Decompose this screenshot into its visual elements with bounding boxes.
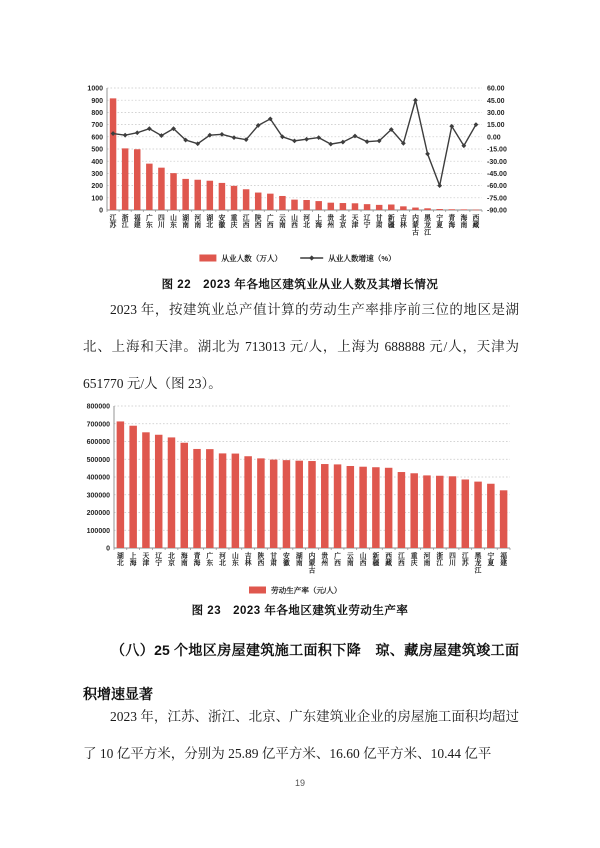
svg-text:海南: 海南 [460, 215, 468, 230]
svg-text:新疆: 新疆 [372, 553, 380, 568]
svg-text:吉林: 吉林 [399, 215, 407, 230]
svg-text:600000: 600000 [86, 439, 110, 447]
svg-text:1000: 1000 [87, 85, 103, 93]
svg-text:河南: 河南 [194, 215, 202, 230]
svg-text:内蒙古: 内蒙古 [412, 215, 419, 237]
svg-text:700: 700 [91, 122, 103, 130]
svg-text:-30.00: -30.00 [487, 158, 507, 166]
svg-text:60.00: 60.00 [487, 85, 505, 93]
svg-text:100000: 100000 [86, 527, 110, 535]
svg-text:四川: 四川 [449, 553, 456, 568]
svg-text:吉林: 吉林 [244, 553, 252, 568]
svg-text:800: 800 [91, 110, 103, 117]
svg-text:河北: 河北 [219, 553, 226, 568]
figure23-chart [60, 396, 536, 602]
svg-text:天津: 天津 [142, 553, 150, 568]
svg-text:福建: 福建 [133, 215, 141, 230]
svg-text:山西: 山西 [291, 215, 298, 230]
svg-text:安徽: 安徽 [218, 215, 226, 230]
svg-text:西藏: 西藏 [472, 215, 480, 230]
svg-text:-45.00: -45.00 [487, 171, 507, 178]
figure23-caption: 图 23 2023 年各地区建筑业劳动生产率 [191, 605, 409, 617]
svg-text:辽宁: 辽宁 [363, 215, 371, 230]
svg-text:600: 600 [91, 134, 103, 142]
svg-text:-90.00: -90.00 [487, 207, 507, 215]
svg-text:山东: 山东 [170, 215, 177, 230]
svg-text:广东: 广东 [206, 553, 214, 568]
svg-text:湖南: 湖南 [295, 553, 303, 568]
svg-text:甘肃: 甘肃 [375, 215, 383, 230]
svg-text:劳动生产率（元/人）: 劳动生产率（元/人） [271, 585, 342, 595]
svg-text:云南: 云南 [346, 553, 354, 568]
svg-text:江苏: 江苏 [461, 553, 469, 568]
figure22-chart [60, 76, 536, 276]
svg-text:500000: 500000 [86, 456, 110, 464]
svg-text:福建: 福建 [500, 553, 508, 568]
svg-text:陕西: 陕西 [254, 215, 262, 230]
svg-text:云南: 云南 [279, 215, 286, 230]
svg-text:山东: 山东 [231, 553, 239, 568]
svg-text:200: 200 [91, 183, 103, 191]
svg-text:400000: 400000 [86, 474, 110, 482]
svg-text:0: 0 [99, 207, 103, 215]
svg-text:青海: 青海 [448, 215, 456, 230]
svg-text:800000: 800000 [86, 403, 110, 411]
svg-text:200000: 200000 [86, 510, 110, 518]
svg-text:广西: 广西 [334, 553, 341, 568]
svg-text:500: 500 [91, 146, 103, 154]
svg-text:天津: 天津 [351, 215, 359, 230]
svg-text:北京: 北京 [168, 553, 175, 568]
svg-text:15.00: 15.00 [487, 122, 505, 130]
svg-text:陕西: 陕西 [257, 553, 265, 568]
figure22-caption: 图 22 2023 年各地区建筑业从业人数及其增长情况 [161, 279, 439, 291]
svg-text:100: 100 [91, 195, 103, 203]
svg-text:黑龙江: 黑龙江 [424, 215, 431, 237]
svg-text:宁夏: 宁夏 [436, 215, 444, 230]
svg-text:江西: 江西 [242, 215, 250, 230]
svg-text:300000: 300000 [86, 492, 110, 500]
svg-text:900: 900 [91, 97, 103, 105]
svg-text:海南: 海南 [180, 553, 188, 568]
svg-text:400: 400 [91, 158, 103, 166]
svg-text:上海: 上海 [315, 215, 323, 230]
svg-text:贵州: 贵州 [327, 215, 335, 230]
svg-text:从业人数（万人）: 从业人数（万人） [221, 253, 283, 263]
svg-text:江苏: 江苏 [109, 215, 117, 230]
paragraph-productivity: 2023 年，按建筑业总产值计算的劳动生产率排序前三位的地区是湖北、上海和天津。湖北为 713013 元/人，上海为 688888 元/人，天津为 651770 元/人（图 23）。 [83, 302, 519, 391]
svg-text:0: 0 [106, 545, 110, 553]
svg-text:-15.00: -15.00 [487, 146, 507, 154]
svg-text:30.00: 30.00 [487, 110, 505, 117]
paragraph-floor-area: 2023 年，江苏、浙江、北京、广东建筑业企业的房屋施工面积均超过了 10 亿平方米，分别为 25.89 亿平方米、16.60 亿平方米、10.44 亿平 [83, 709, 519, 761]
page-number: 19 [294, 778, 305, 788]
svg-text:700000: 700000 [86, 421, 110, 429]
svg-text:山西: 山西 [359, 553, 367, 568]
svg-text:安徽: 安徽 [283, 553, 290, 568]
svg-text:四川: 四川 [158, 215, 165, 230]
svg-text:上海: 上海 [129, 553, 137, 568]
svg-text:河北: 河北 [303, 215, 310, 230]
svg-text:河南: 河南 [423, 553, 431, 568]
svg-text:宁夏: 宁夏 [487, 553, 495, 568]
svg-text:浙江: 浙江 [121, 215, 129, 230]
svg-text:新疆: 新疆 [387, 215, 395, 230]
svg-text:从业人数增速（%）: 从业人数增速（%） [328, 253, 396, 263]
svg-text:广东: 广东 [145, 215, 153, 230]
svg-text:内蒙古: 内蒙古 [308, 553, 316, 575]
svg-text:-60.00: -60.00 [487, 183, 507, 191]
svg-text:辽宁: 辽宁 [155, 553, 163, 568]
svg-text:甘肃: 甘肃 [270, 553, 278, 568]
svg-text:300: 300 [91, 171, 103, 178]
svg-text:北京: 北京 [339, 215, 347, 230]
svg-text:-75.00: -75.00 [487, 195, 507, 203]
svg-text:青海: 青海 [193, 553, 201, 568]
svg-text:重庆: 重庆 [230, 215, 238, 230]
svg-text:黑龙江: 黑龙江 [474, 553, 482, 575]
svg-text:湖北: 湖北 [206, 215, 214, 230]
svg-text:湖南: 湖南 [182, 215, 190, 230]
svg-text:广西: 广西 [266, 215, 274, 230]
svg-text:0.00: 0.00 [487, 134, 501, 142]
svg-text:西藏: 西藏 [385, 553, 393, 568]
svg-text:湖北: 湖北 [116, 553, 124, 568]
svg-text:贵州: 贵州 [321, 553, 329, 568]
svg-text:江西: 江西 [398, 553, 405, 568]
svg-text:45.00: 45.00 [487, 97, 505, 105]
svg-text:重庆: 重庆 [410, 553, 418, 568]
svg-text:浙江: 浙江 [436, 553, 444, 568]
section-heading-8: （八）25 个地区房屋建筑施工面积下降 琼、藏房屋建筑竣工面积增速显著 [83, 642, 519, 702]
